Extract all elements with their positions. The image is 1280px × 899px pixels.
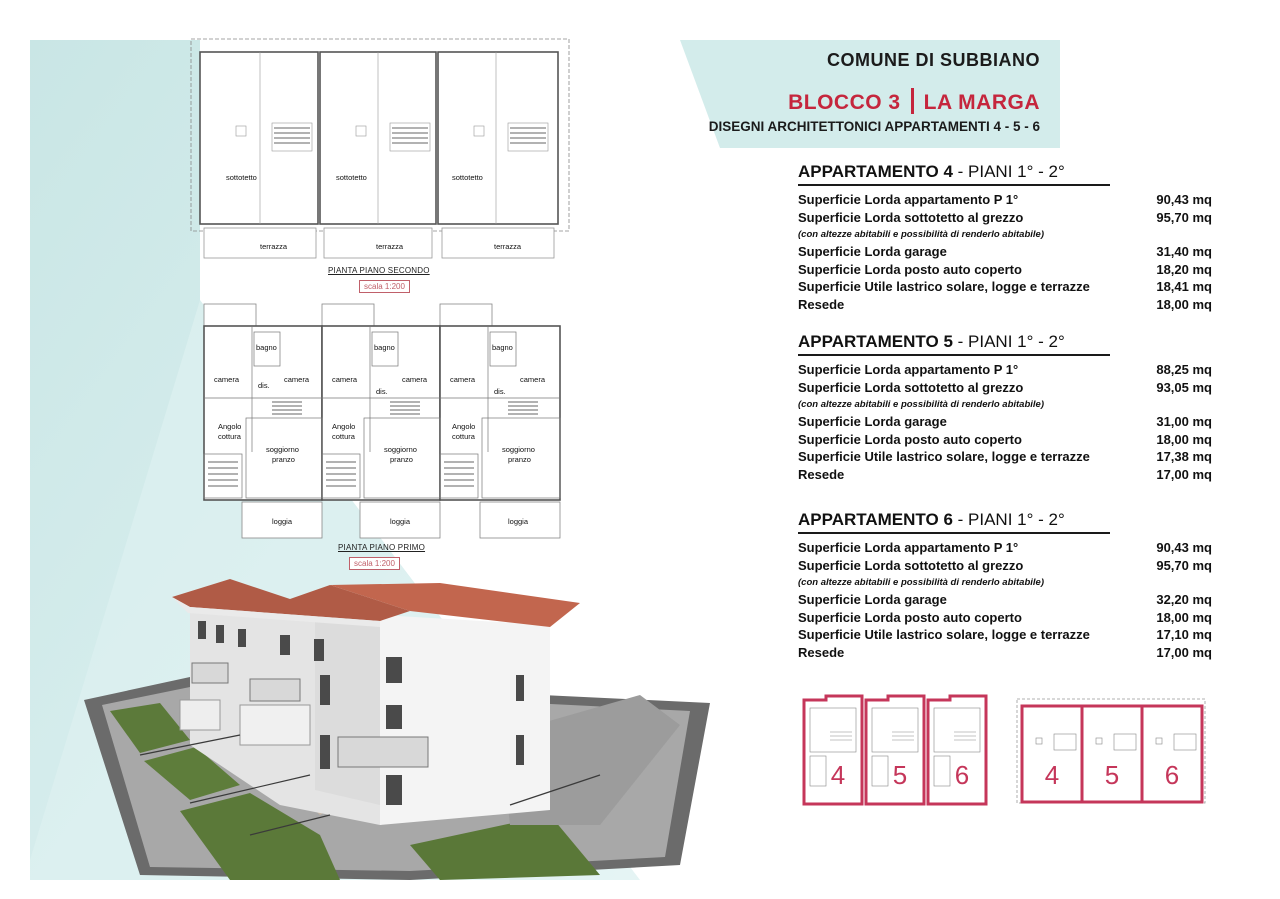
room-label-sottotetto: sottotetto [226, 173, 257, 182]
room-label-soggiorno: soggiorno [502, 445, 535, 454]
plan-first-scale: scala 1:200 [349, 557, 400, 570]
apartment-5-block [798, 332, 1212, 483]
room-label-angolo: Angolo [332, 422, 356, 431]
header-blocco [700, 88, 1040, 115]
header-separator [911, 88, 914, 114]
apartment-4-block [798, 162, 1212, 313]
apartment-floors: - PIANI 1° - 2° [957, 162, 1065, 181]
thumb-number: 6 [1164, 760, 1180, 790]
apartment-title [798, 332, 1212, 352]
room-label-soggiorno: soggiorno [384, 445, 417, 454]
apartment-name: APPARTAMENTO 6 [798, 510, 953, 529]
apartment-row: Superficie Lorda appartamento P 1° 90,43 mq [798, 192, 1212, 207]
building-rendering [80, 575, 720, 885]
apartment-row: Superficie Lorda garage 31,00 mq [798, 414, 1212, 429]
room-label-soggiorno: soggiorno [266, 445, 299, 454]
apartment-row: Superficie Lorda posto auto coperto 18,20 mq [798, 261, 1212, 277]
room-label-camera: camera [402, 375, 428, 384]
room-label-angolo: Angolo [452, 422, 476, 431]
room-label-loggia: loggia [272, 517, 293, 526]
apartment-row: Resede 17,00 mq [798, 466, 1212, 482]
apartment-divider [798, 184, 1110, 186]
room-label-pranzo: pranzo [508, 455, 531, 464]
header-comune: COMUNE DI SUBBIANO [826, 50, 1040, 70]
room-label-dis: dis. [258, 381, 270, 390]
apartment-floors: - PIANI 1° - 2° [957, 510, 1065, 529]
room-label-terrazza: terrazza [260, 242, 288, 251]
apartment-row: Superficie Lorda sottotetto al grezzo 93,05 mq [798, 379, 1212, 395]
thumb-number: 5 [892, 760, 908, 790]
room-label-dis: dis. [494, 387, 506, 396]
room-label-loggia: loggia [390, 517, 411, 526]
apartment-floors: - PIANI 1° - 2° [957, 332, 1065, 351]
room-label-terrazza: terrazza [494, 242, 522, 251]
room-label-cottura: cottura [332, 432, 355, 441]
thumbnail-second-floor [1016, 698, 1208, 808]
plan-first-label: PIANTA PIANO PRIMO [338, 543, 426, 552]
room-label-sottotetto: sottotetto [336, 173, 367, 182]
header-blocco-name: LA MARGA [923, 91, 1040, 114]
thumb-number: 5 [1104, 760, 1120, 790]
room-label-pranzo: pranzo [390, 455, 413, 464]
room-label-bagno: bagno [492, 343, 513, 352]
room-label-camera: camera [520, 375, 546, 384]
room-label-loggia: loggia [508, 517, 529, 526]
apartment-row: Superficie Lorda garage 32,20 mq [798, 592, 1212, 607]
room-label-cottura: cottura [452, 432, 475, 441]
apartment-title [798, 510, 1212, 530]
apartment-row: Resede 17,00 mq [798, 644, 1212, 660]
room-label-camera: camera [450, 375, 476, 384]
thumb-number: 4 [1044, 760, 1060, 790]
apartment-row: Superficie Lorda sottotetto al grezzo 95,70 mq [798, 209, 1212, 225]
room-label-bagno: bagno [256, 343, 277, 352]
apartment-row: Superficie Utile lastrico solare, logge e terrazze 17,38 mq [798, 449, 1212, 464]
room-label-sottotetto: sottotetto [452, 173, 483, 182]
room-label-angolo: Angolo [218, 422, 242, 431]
apartment-row: Superficie Utile lastrico solare, logge e terrazze 18,41 mq [798, 279, 1212, 294]
apartment-note: (con altezze abitabili e possibilità di renderlo abitabile) [798, 577, 1044, 588]
room-label-cottura: cottura [218, 432, 241, 441]
apartment-title [798, 162, 1212, 182]
apartment-row: Superficie Utile lastrico solare, logge e terrazze 17,10 mq [798, 627, 1212, 642]
room-label-bagno: bagno [374, 343, 395, 352]
apartment-row: Superficie Lorda sottotetto al grezzo 95,70 mq [798, 557, 1212, 573]
apartment-name: APPARTAMENTO 5 [798, 332, 953, 351]
apartment-6-block [798, 510, 1212, 661]
plan-second-scale: scala 1:200 [359, 280, 410, 293]
room-label-pranzo: pranzo [272, 455, 295, 464]
apartment-row: Superficie Lorda appartamento P 1° 88,25 mq [798, 362, 1212, 377]
room-label-camera: camera [284, 375, 310, 384]
room-label-camera: camera [332, 375, 358, 384]
thumbnail-first-floor [800, 692, 992, 808]
apartment-note: (con altezze abitabili e possibilità di renderlo abitabile) [798, 399, 1044, 410]
thumb-number: 6 [954, 760, 970, 790]
apartment-row: Superficie Lorda garage 31,40 mq [798, 244, 1212, 259]
thumb-number: 4 [830, 760, 846, 790]
apartment-row: Superficie Lorda posto auto coperto 18,00 mq [798, 609, 1212, 625]
apartment-row: Superficie Lorda posto auto coperto 18,00 mq [798, 431, 1212, 447]
room-label-camera: camera [214, 375, 240, 384]
plan-second-label: PIANTA PIANO SECONDO [328, 266, 430, 275]
apartment-divider [798, 354, 1110, 356]
second-floor-plan [190, 38, 572, 268]
room-label-terrazza: terrazza [376, 242, 404, 251]
apartment-row: Superficie Lorda appartamento P 1° 90,43 mq [798, 540, 1212, 555]
apartment-note: (con altezze abitabili e possibilità di renderlo abitabile) [798, 229, 1044, 240]
header-subtitle: DISEGNI ARCHITETTONICI APPARTAMENTI 4 - 5 - 6 [708, 119, 1040, 134]
apartment-name: APPARTAMENTO 4 [798, 162, 953, 181]
room-label-dis: dis. [376, 387, 388, 396]
apartment-row: Resede 18,00 mq [798, 296, 1212, 312]
apartment-divider [798, 532, 1110, 534]
first-floor-plan [196, 302, 566, 544]
header-blocco-number: BLOCCO 3 [788, 91, 901, 114]
